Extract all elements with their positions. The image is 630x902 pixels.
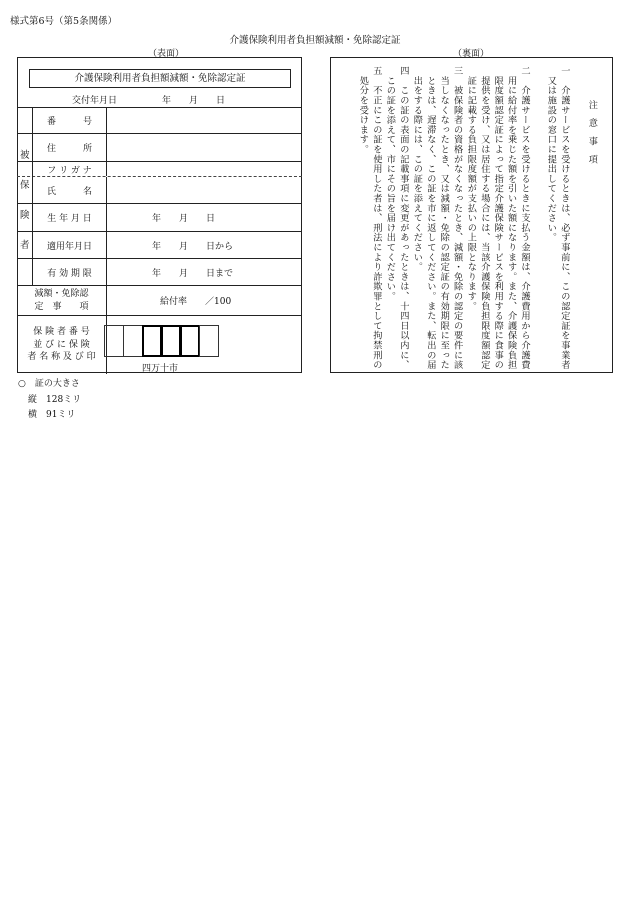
notes-title: 注 意 事 項 bbox=[586, 100, 598, 167]
insured-char-3: 険 bbox=[20, 210, 30, 221]
card-size-note bbox=[18, 377, 81, 424]
insurer-label bbox=[17, 316, 107, 374]
back-side-label: （裏面） bbox=[453, 49, 490, 59]
document-title: 介護保険利用者負担額減額・免除認定証 bbox=[229, 35, 401, 46]
row-value-effective-date: 年 月 日から bbox=[152, 241, 234, 252]
insurer-label-line2: 並 び に 保 険 bbox=[33, 339, 90, 350]
form-number: 様式第6号（第5条関係） bbox=[10, 16, 118, 27]
row-label-number: 番 号 bbox=[33, 108, 107, 133]
benefit-rate-value: 給付率 ／100 bbox=[160, 297, 232, 307]
reduction-label-line2: 定 事 項 bbox=[34, 301, 89, 312]
insurer-number-boxes bbox=[105, 325, 219, 357]
reduction-label-line1: 減額・免除認 bbox=[34, 288, 89, 299]
table-row bbox=[17, 134, 302, 162]
row-label-furigana: フ リ ガ ナ bbox=[33, 162, 107, 176]
insurer-name: 四万十市 bbox=[142, 364, 179, 374]
note-item-4: 四 この証の表面の記載事項に変更があったときは、十四日以内に、 この証を添えて、市にその旨を届け出てください。 bbox=[384, 66, 409, 370]
table-row bbox=[17, 286, 302, 316]
row-label-address: 住 所 bbox=[33, 134, 107, 161]
row-label-name: 氏 名 bbox=[33, 177, 107, 203]
row-value-birthdate: 年 月 日 bbox=[152, 214, 216, 224]
table-row bbox=[17, 177, 302, 204]
front-side-label: （表面） bbox=[148, 49, 185, 59]
table-row bbox=[17, 232, 302, 259]
reduction-label bbox=[17, 286, 107, 315]
issue-date-value: 年 月 日 bbox=[162, 96, 226, 106]
table-row bbox=[17, 108, 302, 134]
front-card-title: 介護保険利用者負担額減額・免除認定証 bbox=[29, 69, 291, 88]
size-note-height: 縦 128ミリ bbox=[28, 394, 82, 405]
row-label-expiry: 有 効 期 限 bbox=[33, 259, 107, 285]
number-box bbox=[199, 325, 219, 357]
note-item-1: 一 介護サービスを受けるときは、必ず事前に、この認定証を事業者 又は施設の窓口に提出してください。 bbox=[545, 66, 570, 370]
table-row bbox=[17, 162, 302, 177]
size-note-heading: ○ 証の大きさ bbox=[18, 379, 80, 389]
number-box bbox=[104, 325, 124, 357]
insurer-label-line3: 者 名 称 及 び 印 bbox=[27, 352, 96, 363]
number-box bbox=[161, 325, 181, 357]
table-row bbox=[17, 259, 302, 286]
note-item-3: 三 被保険者の資格がなくなったとき、減額・免除の認定の要件に該 当しなくなったとき、又は減額・免除の認定証の有効期限に至った ときは、遅滞なく、この証を市に返してください。また、転出の届 出をする際には、この証を添えてください。 bbox=[411, 66, 463, 370]
table-row bbox=[17, 204, 302, 232]
number-box bbox=[180, 325, 200, 357]
row-label-effective-date: 適用年月日 bbox=[33, 232, 107, 258]
note-item-2: 二 介護サービスを受けるときに支払う金額は、介護費用から介護費 用に給付率を乗じた額を引いた額になります。また、介護保険負担 限度額認定証によって指定介護保険サービスを利用する際に食事の 提供を受け、又は居住する場合には、当該介護保険負担限度額認定 証に記載する負担限度額が支払いの上限となります。 bbox=[465, 66, 531, 370]
number-box bbox=[123, 325, 143, 357]
insured-label-column bbox=[17, 107, 33, 285]
note-item-5: 五 不正にこの証を使用した者は、刑法により詐欺罪として拘禁刑の 処分を受けます。 bbox=[357, 66, 382, 370]
number-box bbox=[142, 325, 162, 357]
insurer-label-line1: 保 険 者 番 号 bbox=[33, 327, 90, 338]
issue-date-label: 交付年月日 bbox=[72, 96, 118, 106]
insured-char-4: 者 bbox=[20, 240, 30, 251]
row-value-expiry: 年 月 日まで bbox=[152, 268, 234, 279]
insured-char-2: 保 bbox=[20, 180, 30, 191]
size-note-width: 横 91ミリ bbox=[28, 410, 76, 420]
row-label-birthdate: 生 年 月 日 bbox=[33, 204, 107, 231]
insured-char-1: 被 bbox=[20, 150, 30, 161]
insured-info-table bbox=[17, 107, 302, 363]
